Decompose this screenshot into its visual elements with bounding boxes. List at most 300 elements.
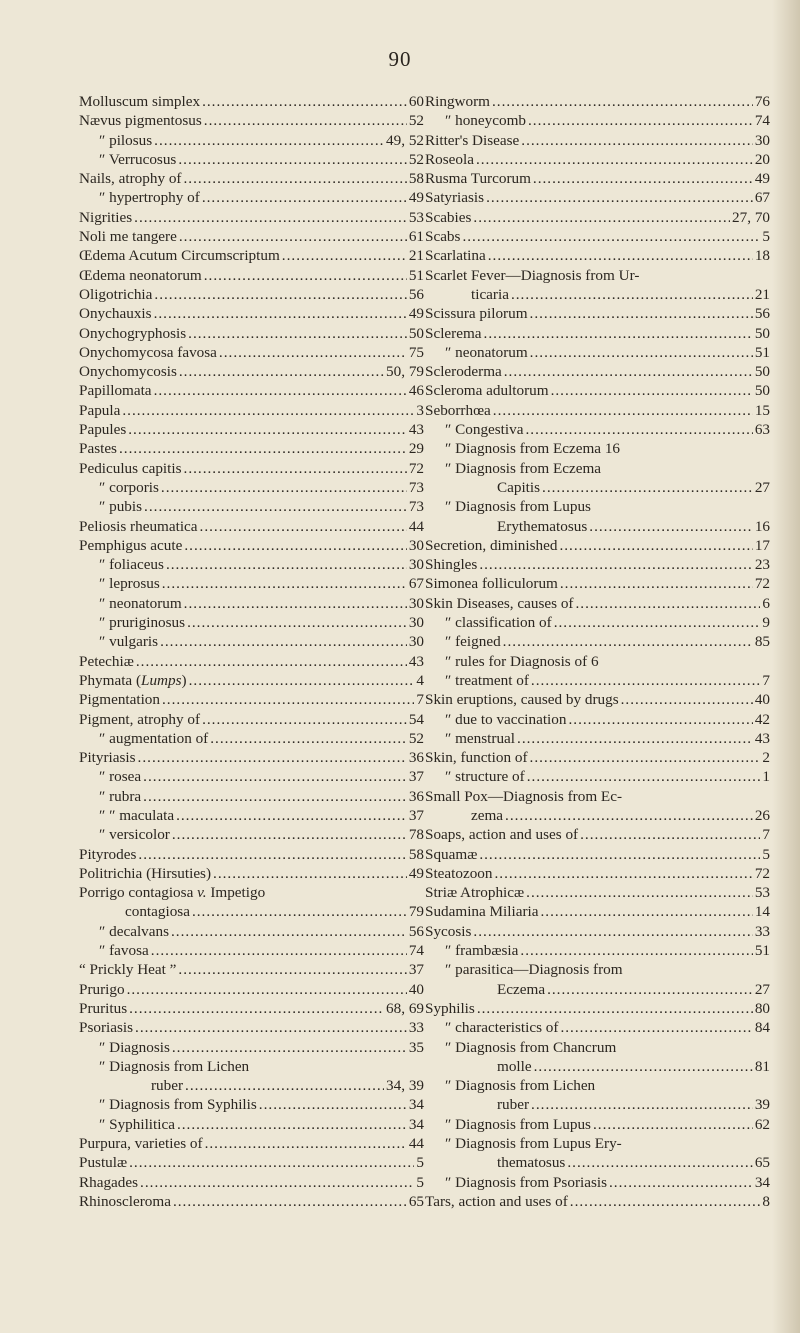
index-entry — [425, 555, 770, 574]
leader-dots — [567, 1153, 752, 1172]
entry-page: 63 — [754, 421, 770, 439]
entry-term: Rhagades — [79, 1173, 139, 1191]
leader-dots — [621, 690, 753, 709]
entry-term: Sudamina Miliaria — [425, 903, 539, 921]
entry-page: 50 — [754, 324, 770, 342]
entry-term: ″ classification of — [445, 614, 552, 632]
leader-dots — [492, 92, 753, 111]
entry-page: 34 — [408, 1096, 424, 1114]
entry-term: Scarlatina — [425, 247, 486, 265]
leader-dots — [151, 941, 407, 960]
entry-page: 56 — [754, 305, 770, 323]
leader-dots — [202, 188, 407, 207]
entry-page: 51 — [408, 266, 424, 284]
entry-term: ″ rules for Diagnosis of 6 — [445, 652, 599, 670]
leader-dots — [205, 1134, 407, 1153]
index-entry — [425, 285, 770, 304]
index-entry — [79, 767, 424, 786]
index-entry — [425, 729, 770, 748]
entry-term: Scabs — [425, 228, 461, 246]
leader-dots — [219, 343, 407, 362]
entry-term: ″ decalvans — [99, 922, 169, 940]
leader-dots — [166, 555, 407, 574]
leader-dots — [609, 1173, 753, 1192]
entry-term: ″ neonatorum — [99, 594, 182, 612]
index-entry — [425, 362, 770, 381]
entry-page: 27, 70 — [732, 208, 770, 226]
entry-page: 14 — [754, 903, 770, 921]
index-entry — [79, 1173, 424, 1192]
entry-term: Simonea folliculorum — [425, 575, 558, 593]
entry-term: Steatozoon — [425, 864, 493, 882]
leader-dots — [185, 1076, 384, 1095]
entry-term: ″ frambæsia — [445, 942, 519, 960]
entry-term: ″ rubra — [99, 787, 142, 805]
index-entry — [79, 729, 424, 748]
leader-dots — [187, 613, 407, 632]
entry-page: 30 — [754, 131, 770, 149]
entry-term: Pruritus — [79, 999, 128, 1017]
index-entry — [425, 748, 770, 767]
leader-dots — [189, 671, 415, 690]
entry-term: ″ Diagnosis from Chancrum — [445, 1038, 617, 1056]
leader-dots — [593, 1115, 753, 1134]
leader-dots — [161, 478, 407, 497]
leader-dots — [547, 980, 753, 999]
entry-term: ruber — [151, 1077, 184, 1095]
entry-page: 78 — [408, 826, 424, 844]
entry-term: Nails, atrophy of — [79, 170, 182, 188]
index-entry — [79, 362, 424, 381]
entry-term: Skin eruptions, caused by drugs — [425, 691, 619, 709]
entry-page: 53 — [408, 208, 424, 226]
entry-term: Onychauxis — [79, 305, 152, 323]
entry-page: 18 — [754, 247, 770, 265]
entry-term: ″ Diagnosis from Lupus — [445, 1115, 591, 1133]
entry-page: 34, 39 — [386, 1077, 424, 1095]
index-entry — [425, 710, 770, 729]
entry-page: 49 — [408, 305, 424, 323]
index-column-left — [79, 92, 424, 1211]
index-entry — [425, 459, 770, 478]
entry-page: 43 — [408, 652, 424, 670]
entry-term: Papules — [79, 421, 127, 439]
index-entry — [79, 246, 424, 265]
index-entry — [79, 999, 424, 1018]
entry-page: 58 — [408, 170, 424, 188]
index-entry — [425, 497, 770, 516]
entry-term: Rhinoscleroma — [79, 1192, 171, 1210]
entry-term: Satyriasis — [425, 189, 485, 207]
entry-term: ″ Diagnosis from Lichen — [99, 1057, 250, 1075]
leader-dots — [179, 227, 407, 246]
index-entry — [79, 1115, 424, 1134]
entry-term: Phymata (Lumps) — [79, 671, 187, 689]
entry-term: Pemphigus acute — [79, 536, 183, 554]
index-entry — [79, 980, 424, 999]
leader-dots — [493, 401, 753, 420]
entry-page: 6 — [762, 594, 770, 612]
entry-term: Soaps, action and uses of — [425, 826, 579, 844]
leader-dots — [144, 497, 407, 516]
entry-page: 52 — [408, 112, 424, 130]
index-entry — [425, 613, 770, 632]
leader-dots — [521, 131, 753, 150]
entry-page: 72 — [754, 575, 770, 593]
leader-dots — [484, 324, 753, 343]
entry-term: Sycosis — [425, 922, 472, 940]
index-entry — [425, 246, 770, 265]
index-entry — [425, 1192, 770, 1211]
entry-page: 60 — [408, 93, 424, 110]
entry-term: ″ pubis — [99, 498, 143, 516]
leader-dots — [178, 960, 406, 979]
entry-term: thematosus — [497, 1154, 566, 1172]
page-edge-shadow — [772, 0, 800, 1333]
entry-term: Petechiæ — [79, 652, 134, 670]
entry-page: 50, 79 — [386, 363, 424, 381]
entry-page: 73 — [408, 478, 424, 496]
entry-page: 37 — [408, 961, 424, 979]
entry-term: Rusma Turcorum — [425, 170, 531, 188]
entry-term: Nigrities — [79, 208, 133, 226]
index-entry — [79, 459, 424, 478]
entry-page: 9 — [762, 614, 770, 632]
leader-dots — [140, 1173, 414, 1192]
entry-page: 27 — [754, 478, 770, 496]
leader-dots — [138, 748, 407, 767]
index-entry — [79, 1134, 424, 1153]
entry-page: 49 — [408, 864, 424, 882]
index-entry — [425, 1115, 770, 1134]
leader-dots — [530, 304, 753, 323]
entry-term: Tars, action and uses of — [425, 1192, 568, 1210]
entry-page: 43 — [754, 729, 770, 747]
leader-dots — [531, 671, 760, 690]
index-entry — [425, 1038, 770, 1057]
entry-term: ″ Syphilitica — [99, 1115, 175, 1133]
leader-dots — [154, 285, 406, 304]
entry-term: ″ Diagnosis from Lichen — [445, 1077, 596, 1095]
entry-term: Papula — [79, 401, 121, 419]
leader-dots — [154, 381, 407, 400]
entry-term: ″ hypertrophy of — [99, 189, 200, 207]
entry-page: 52 — [408, 150, 424, 168]
leader-dots — [511, 285, 753, 304]
leader-dots — [162, 574, 407, 593]
index-entry — [425, 1173, 770, 1192]
index-entry — [425, 381, 770, 400]
entry-term: Scabies — [425, 208, 472, 226]
index-entry — [425, 517, 770, 536]
entry-term: ″ Diagnosis from Syphilis — [99, 1096, 257, 1114]
entry-term: zema — [471, 806, 504, 824]
entry-page: 36 — [408, 749, 424, 767]
entry-page: 50 — [754, 363, 770, 381]
entry-term: ″ leprosus — [99, 575, 160, 593]
entry-term: ″ parasitica—Diagnosis from — [445, 961, 623, 979]
leader-dots — [129, 999, 384, 1018]
entry-term: Pigmentation — [79, 691, 160, 709]
entry-page: 56 — [408, 922, 424, 940]
entry-term: Porrigo contagiosa v. Impetigo — [79, 884, 266, 902]
entry-term: Syphilis — [425, 999, 475, 1017]
entry-page: 5 — [762, 845, 770, 863]
index-entry — [425, 980, 770, 999]
entry-page: 61 — [408, 228, 424, 246]
entry-page: 30 — [408, 556, 424, 574]
entry-term: ″ characteristics of — [445, 1019, 559, 1037]
entry-page: 36 — [408, 787, 424, 805]
index-entry — [79, 208, 424, 227]
entry-term: Peliosis rheumatica — [79, 517, 198, 535]
entry-term: Psoriasis — [79, 1019, 134, 1037]
index-entry — [79, 941, 424, 960]
entry-page: 72 — [408, 459, 424, 477]
index-entry — [79, 266, 424, 285]
entry-term: Pustulæ — [79, 1154, 128, 1172]
index-entry — [79, 613, 424, 632]
entry-page: 49 — [754, 170, 770, 188]
leader-dots — [494, 864, 752, 883]
entry-page: 58 — [408, 845, 424, 863]
index-entry — [79, 594, 424, 613]
leader-dots — [143, 767, 407, 786]
entry-term: Oligotrichia — [79, 285, 153, 303]
entry-page: 16 — [754, 517, 770, 535]
entry-term: Seborrhœa — [425, 401, 491, 419]
leader-dots — [534, 1057, 753, 1076]
entry-term: Prurigo — [79, 980, 125, 998]
leader-dots — [200, 517, 407, 536]
entry-term: ″ vulgaris — [99, 633, 159, 651]
entry-page: 74 — [408, 942, 424, 960]
entry-term: Scleroma adultorum — [425, 382, 549, 400]
leader-dots — [210, 729, 407, 748]
entry-page: 68, 69 — [386, 999, 424, 1017]
index-entry — [79, 517, 424, 536]
index-entry — [425, 208, 770, 227]
entry-page: 43 — [408, 421, 424, 439]
index-entry — [425, 401, 770, 420]
entry-page: 29 — [408, 440, 424, 458]
entry-page: 23 — [754, 556, 770, 574]
leader-dots — [505, 806, 753, 825]
leader-dots — [127, 980, 407, 999]
index-entry — [425, 574, 770, 593]
index-entry — [79, 632, 424, 651]
leader-dots — [473, 922, 752, 941]
entry-page: 2 — [762, 749, 770, 767]
index-entry — [425, 690, 770, 709]
leader-dots — [560, 574, 753, 593]
leader-dots — [589, 517, 753, 536]
index-entry — [79, 1192, 424, 1211]
leader-dots — [204, 111, 407, 130]
entry-page: 67 — [408, 575, 424, 593]
index-entry — [425, 941, 770, 960]
index-entry — [425, 188, 770, 207]
entry-page: 46 — [408, 382, 424, 400]
entry-term: Onychomycosis — [79, 363, 177, 381]
index-entry — [425, 1057, 770, 1076]
leader-dots — [559, 536, 752, 555]
index-entry — [425, 902, 770, 921]
entry-page: 37 — [408, 806, 424, 824]
index-entry — [425, 1134, 770, 1153]
entry-page: 7 — [416, 691, 424, 709]
entry-page: 20 — [754, 150, 770, 168]
entry-page: 21 — [408, 247, 424, 265]
entry-term: Skin, function of — [425, 749, 528, 767]
entry-page: 37 — [408, 768, 424, 786]
entry-term: ″ due to vaccination — [445, 710, 567, 728]
entry-page: 56 — [408, 285, 424, 303]
leader-dots — [540, 902, 752, 921]
index-entry — [425, 806, 770, 825]
entry-page: 51 — [754, 942, 770, 960]
index-entry — [79, 960, 424, 979]
leader-dots — [171, 922, 407, 941]
entry-page: 65 — [408, 1192, 424, 1210]
leader-dots — [551, 381, 753, 400]
entry-term: ruber — [497, 1096, 530, 1114]
entry-term: Œdema neonatorum — [79, 266, 202, 284]
entry-term: ″ corporis — [99, 478, 159, 496]
entry-term: ″ structure of — [445, 768, 525, 786]
leader-dots — [160, 632, 407, 651]
leader-dots — [531, 1095, 753, 1114]
entry-term: contagiosa — [125, 903, 190, 921]
entry-term: Purpura, varieties of — [79, 1135, 203, 1153]
entry-page: 30 — [408, 594, 424, 612]
entry-term: Shingles — [425, 556, 478, 574]
leader-dots — [136, 652, 407, 671]
index-entry — [79, 1153, 424, 1172]
entry-page: 54 — [408, 710, 424, 728]
leader-dots — [128, 420, 407, 439]
entry-term: ″ pilosus — [99, 131, 153, 149]
page-number: 90 — [388, 47, 412, 71]
index-entry — [79, 324, 424, 343]
entry-term: Erythematosus — [497, 517, 588, 535]
entry-page: 7 — [762, 671, 770, 689]
leader-dots — [476, 150, 753, 169]
entry-page: 40 — [754, 691, 770, 709]
index-entry — [79, 1057, 424, 1076]
index-entry — [79, 864, 424, 883]
entry-page: 44 — [408, 1135, 424, 1153]
index-entry — [79, 131, 424, 150]
entry-term: Skin Diseases, causes of — [425, 594, 574, 612]
leader-dots — [172, 1038, 407, 1057]
index-entry — [79, 343, 424, 362]
entry-term: ″ Verrucosus — [99, 150, 177, 168]
entry-term: Secretion, diminished — [425, 536, 558, 554]
leader-dots — [560, 1018, 752, 1037]
leader-dots — [504, 362, 753, 381]
index-entry — [79, 825, 424, 844]
index-column-right — [425, 92, 770, 1211]
index-entry — [425, 1153, 770, 1172]
entry-term: Œdema Acutum Circumscriptum — [79, 247, 280, 265]
entry-term: “ Prickly Heat ” — [79, 961, 177, 979]
index-entry — [425, 864, 770, 883]
leader-dots — [473, 208, 730, 227]
leader-dots — [520, 941, 752, 960]
entry-page: 33 — [754, 922, 770, 940]
index-entry — [79, 420, 424, 439]
entry-page: 73 — [408, 498, 424, 516]
index-entry — [79, 478, 424, 497]
index-entry — [79, 169, 424, 188]
entry-page: 1 — [762, 768, 770, 786]
entry-page: 21 — [754, 285, 770, 303]
leader-dots — [530, 343, 753, 362]
entry-page: 80 — [754, 999, 770, 1017]
entry-page: 33 — [408, 1019, 424, 1037]
leader-dots — [138, 845, 406, 864]
entry-term: ″ Diagnosis from Lupus Ery- — [445, 1135, 622, 1153]
index-entry — [425, 1076, 770, 1095]
leader-dots — [282, 246, 407, 265]
entry-term: ticaria — [471, 285, 509, 303]
leader-dots — [143, 787, 407, 806]
index-entry — [425, 478, 770, 497]
entry-page: 30 — [408, 536, 424, 554]
entry-page: 49, 52 — [386, 131, 424, 149]
entry-page: 74 — [754, 112, 770, 130]
index-entry — [79, 227, 424, 246]
entry-page: 17 — [754, 536, 770, 554]
leader-dots — [479, 555, 752, 574]
leader-dots — [517, 729, 753, 748]
index-entry — [79, 1038, 424, 1057]
index-entry — [79, 787, 424, 806]
leader-dots — [184, 536, 406, 555]
entry-page: 49 — [408, 189, 424, 207]
entry-page: 4 — [416, 671, 424, 689]
leader-dots — [530, 748, 761, 767]
index-entry — [79, 111, 424, 130]
leader-dots — [134, 208, 407, 227]
entry-page: 50 — [754, 382, 770, 400]
leader-dots — [479, 845, 760, 864]
index-entry — [79, 710, 424, 729]
entry-term: Small Pox—Diagnosis from Ec- — [425, 787, 622, 805]
leader-dots — [570, 1192, 761, 1211]
leader-dots — [542, 478, 753, 497]
leader-dots — [177, 1115, 407, 1134]
index-entry — [425, 150, 770, 169]
index-entry — [425, 845, 770, 864]
index-entry — [79, 381, 424, 400]
entry-page: 5 — [416, 1173, 424, 1191]
index-entry — [425, 1095, 770, 1114]
leader-dots — [184, 169, 407, 188]
entry-term: ″ honeycomb — [445, 112, 526, 130]
entry-page: 85 — [754, 633, 770, 651]
index-entry — [79, 1095, 424, 1114]
index-entry — [425, 787, 770, 806]
leader-dots — [486, 188, 753, 207]
index-entry — [425, 594, 770, 613]
entry-term: Papillomata — [79, 382, 152, 400]
leader-dots — [122, 401, 414, 420]
entry-term: Eczema — [497, 980, 546, 998]
leader-dots — [213, 864, 407, 883]
entry-term: ″ foliaceus — [99, 556, 164, 574]
